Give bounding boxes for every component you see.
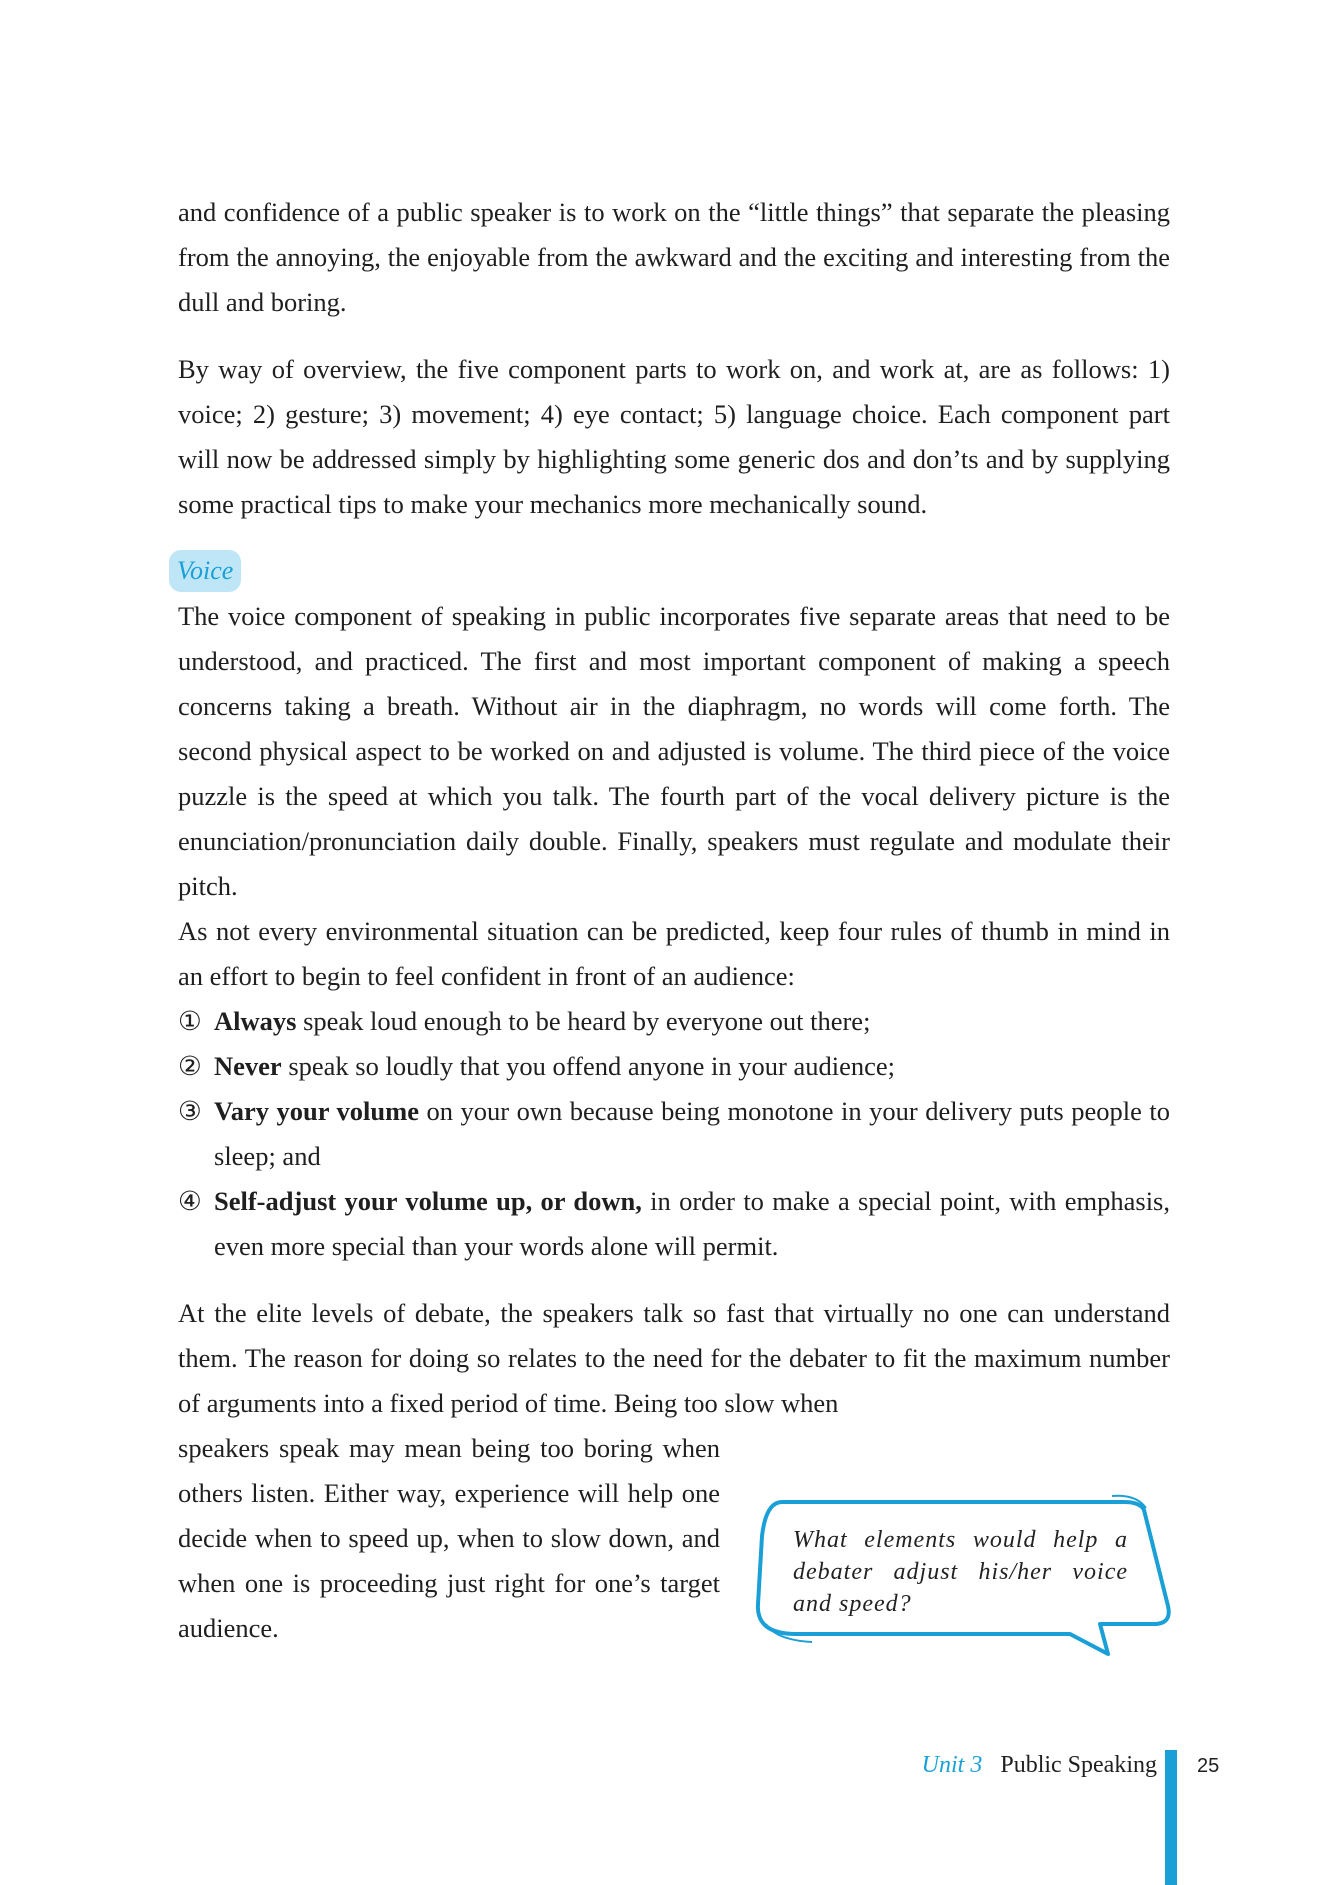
rule-number: ②	[178, 1051, 202, 1081]
rule-number: ③	[178, 1096, 202, 1126]
rule-bold-lead: Never	[214, 1051, 282, 1081]
voice-heading-row	[178, 549, 1170, 594]
rule-item	[178, 999, 1170, 1044]
paragraph-debate-speed: At the elite levels of debate, the speakers talk so fast that virtually no one can understand them. The reason for doing so relates to the need for the debater to fit the maximum number of arguments into a fixed period of time. Being too slow when	[178, 1298, 1170, 1418]
paragraph-voice-components: The voice component of speaking in public incorporates five separate areas that need to be understood, and practiced. The first and most important component of making a speech concerns taking a breath. Without air in the diaphragm, no words will come forth. The second physical aspect to be worked on and adjusted is volume. The third piece of the voice puzzle is the speed at which you talk. The fourth part of the vocal delivery picture is the enunciation/pronunciation daily double. Finally, speakers must regulate and modulate their pitch.	[178, 601, 1170, 901]
rule-rest: speak so loudly that you offend anyone in your audience;	[281, 1051, 895, 1081]
paragraph-debate-speed-wrapped: speakers speak may mean being too boring when others listen. Either way, experience will help one decide when to speed up, when to slow down, and when one is proceeding just right for one’s target audience.	[178, 1433, 720, 1643]
rule-number: ④	[178, 1186, 202, 1216]
footer-accent-bar	[1165, 1750, 1177, 1885]
paragraph-intro-continuation: and confidence of a public speaker is to work on the “little things” that separate the pleasing from the annoying, the enjoyable from the awkward and the exciting and interesting from the dull and boring.	[178, 197, 1170, 317]
page-number: 25	[1197, 1755, 1220, 1777]
rule-rest: in order to make a special point, with emphasis, even more special than your words alone will permit.	[214, 1186, 1170, 1261]
rule-rest: speak loud enough to be heard by everyone out there;	[296, 1006, 871, 1036]
rule-text	[214, 999, 1170, 1044]
section-heading-voice: Voice	[169, 550, 241, 592]
rule-bold-lead: Vary your volume	[214, 1096, 419, 1126]
rule-item	[178, 1044, 1170, 1089]
rule-text	[214, 1089, 1170, 1179]
footer-unit-number: Unit 3	[921, 1752, 983, 1778]
rule-text	[214, 1179, 1170, 1269]
rule-text	[214, 1044, 1170, 1089]
rule-number: ①	[178, 1006, 202, 1036]
body-text	[178, 190, 1170, 1651]
page-footer	[0, 1746, 1332, 1786]
rules-list	[178, 999, 1170, 1269]
rule-bold-lead: Self-adjust your volume up, or down,	[214, 1186, 642, 1216]
rule-item	[178, 1089, 1170, 1179]
rule-item	[178, 1179, 1170, 1269]
rule-bold-lead: Always	[214, 1006, 297, 1036]
footer-unit-label	[922, 1746, 1157, 1784]
footer-unit-title: Public Speaking	[1000, 1752, 1157, 1778]
bubble-question: What elements would help a debater adjust his/her voice and speed?	[793, 1527, 1128, 1617]
paragraph-overview: By way of overview, the five component parts to work on, and work at, are as follows: 1) voice; 2) gesture; 3) movement; 4) eye contact; 5) language choice. Each component part will now be addressed simply by highlighting some generic dos and don’ts and by supplying some practical tips to make your mechanics more mechanically sound.	[178, 354, 1170, 519]
paragraph-rules-intro: As not every environmental situation can be predicted, keep four rules of thumb in mind in an effort to begin to feel confident in front of an audience:	[178, 916, 1170, 991]
rule-rest: on your own because being monotone in your delivery puts people to sleep; and	[214, 1096, 1170, 1171]
